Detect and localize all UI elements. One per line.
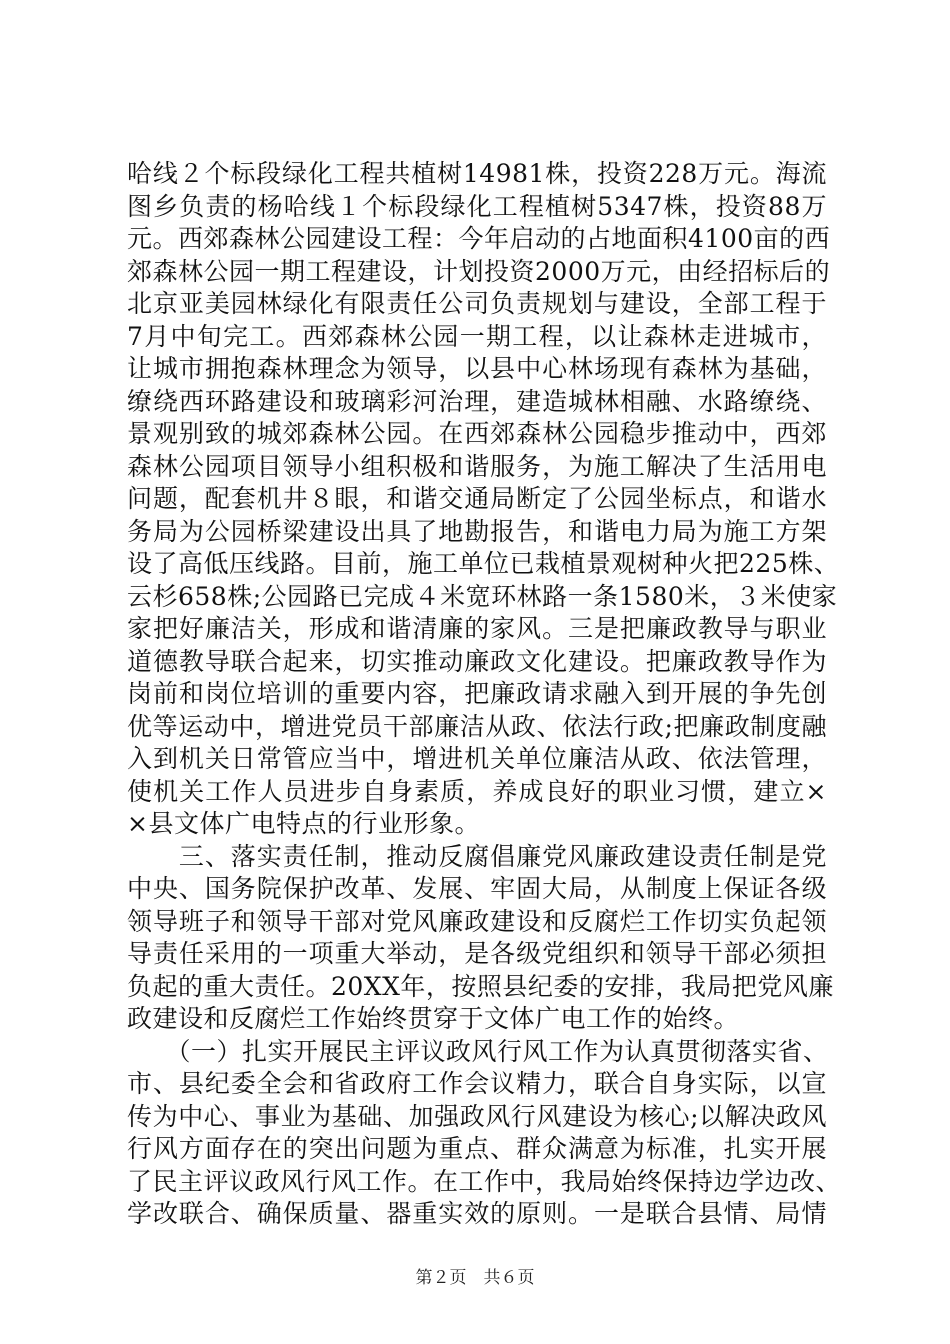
text-line: 学改联合、确保质量、器重实效的原则。一是联合县情、局情 [127, 1199, 827, 1228]
text-line: ×县文体广电特点的行业形象。 [127, 809, 480, 838]
text-line: 入到机关日常管应当中，增进机关单位廉洁从政、依法管理， [127, 744, 827, 773]
text-line: 优等运动中，增进党员干部廉洁从政、依法行政;把廉政制度融 [127, 711, 827, 741]
text-line: 务局为公园桥梁建设出具了地勘报告，和谐电力局为施工方架 [127, 516, 827, 546]
text-line: 家把好廉洁关，形成和谐清廉的家风。三是把廉政教导与职业 [127, 614, 827, 643]
text-line: 云杉658株;公园路已完成４米宽环林路一条1580米，３米使家 [127, 581, 838, 611]
text-line: 行风方面存在的突出问题为重点、群众满意为标准，扎实开展 [127, 1134, 827, 1163]
text-line: 使机关工作人员进步自身素质，养成良好的职业习惯，建立× [127, 776, 827, 806]
text-line: 道德教导联合起来，切实推动廉政文化建设。把廉政教导作为 [127, 646, 827, 676]
text-line: 了民主评议政风行风工作。在工作中，我局始终保持边学边改、 [127, 1166, 842, 1196]
page-footer [0, 1267, 950, 1289]
text-line: 三、落实责任制，推动反腐倡廉党风廉政建设责任制是党 [127, 841, 827, 871]
text-line: 问题，配套机井８眼，和谐交通局断定了公园坐标点，和谐水 [127, 484, 827, 513]
page-number-label: 第２页 共６页 [415, 1268, 535, 1288]
text-line: 导责任采用的一项重大举动，是各级党组织和领导干部必须担 [127, 939, 827, 968]
text-line: 岗前和岗位培训的重要内容，把廉政请求融入到开展的争先创 [127, 679, 827, 708]
text-line: 负起的重大责任。20XX年，按照县纪委的安排，我局把党风廉 [127, 971, 834, 1001]
document-body [127, 158, 842, 1231]
text-line: 景观别致的城郊森林公园。在西郊森林公园稳步推动中，西郊 [127, 419, 827, 448]
text-line: 传为中心、事业为基础、加强政风行风建设为核心;以解决政风 [127, 1101, 827, 1131]
text-line: 元。西郊森林公园建设工程：今年启动的占地面积4100亩的西 [127, 224, 831, 253]
text-line: 政建设和反腐烂工作始终贯穿于文体广电工作的始终。 [127, 1004, 740, 1033]
text-line: 郊森林公园一期工程建设，计划投资2000万元，由经招标后的 [127, 256, 831, 286]
text-line: （一）扎实开展民主评议政风行风工作为认真贯彻落实省、 [127, 1036, 829, 1066]
text-line: 图乡负责的杨哈线１个标段绿化工程植树5347株，投资88万 [127, 191, 827, 221]
text-line: 森林公园项目领导小组积极和谐服务，为施工解决了生活用电 [127, 451, 827, 481]
text-line: 领导班子和领导干部对党风廉政建设和反腐烂工作切实负起领 [127, 906, 827, 936]
text-line: 北京亚美园林绿化有限责任公司负责规划与建设，全部工程于 [127, 289, 827, 318]
text-line: 让城市拥抱森林理念为领导，以县中心林场现有森林为基础， [127, 354, 827, 383]
text-line: 设了高低压线路。目前，施工单位已栽植景观树种火把225株、 [127, 549, 840, 578]
text-line: 市、县纪委全会和省政府工作会议精力，联合自身实际，以宣 [127, 1069, 827, 1098]
text-line: 7月中旬完工。西郊森林公园一期工程，以让森林走进城市， [127, 321, 827, 351]
text-line: 哈线２个标段绿化工程共植树14981株，投资228万元。海流 [127, 159, 827, 188]
text-line: 中央、国务院保护改革、发展、牢固大局，从制度上保证各级 [127, 874, 827, 903]
text-line: 缭绕西环路建设和玻璃彩河治理，建造城林相融、水路缭绕、 [127, 386, 827, 416]
